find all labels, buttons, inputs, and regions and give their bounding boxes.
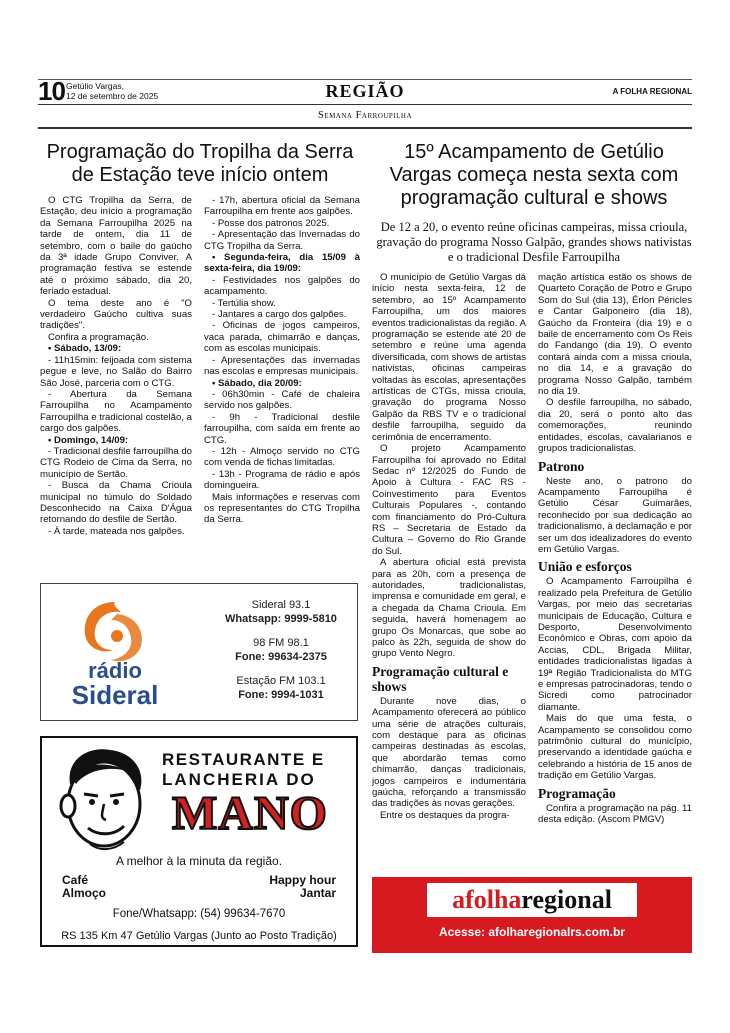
header-date: 12 de setembro de 2025 xyxy=(66,91,159,101)
restaurant-mano-ad xyxy=(40,736,358,947)
restaurant-name: MANO xyxy=(172,787,328,840)
paragraph: Neste ano, o patrono do Acampamento Farroupilha é Getúlio César Guimarães, reconhecido por sua dedicação ao tradicionalismo, à declamação e por ser um dos idealizadores do evento em Getúlio Vargas. xyxy=(538,475,692,555)
service-happy-hour: Happy hour xyxy=(269,873,336,887)
schedule-item: - Posse dos patronos 2025. xyxy=(212,217,330,229)
radio-contacts xyxy=(211,598,351,702)
paragraph: Durante nove dias, o Acampamento oferecerá ao público uma série de atrações culturais, com destaque para as oficinas campeiras destinadas às escolas, que abordarão temas como chimarrão, danças tradicionais, jogos campeiros e indumentária gaúcha, reforçando a transmissão das tradições às novas gerações. xyxy=(372,695,526,810)
restaurant-slogan: A melhor à la minuta da região. xyxy=(115,854,283,868)
left-article-headline: Programação do Tropilha da Serra de Estação teve início ontem xyxy=(46,141,354,186)
right-article-column-1 xyxy=(372,272,526,821)
right-article-headline: 15º Acampamento de Getúlio Vargas começa nesta sexta com programação cultural e shows xyxy=(389,141,679,209)
paragraph: Confira a programação na pág. 11 desta edição. (Ascom PMGV) xyxy=(538,802,692,826)
service-jantar: Jantar xyxy=(299,886,336,900)
subsection-title: Semana Farroupilha xyxy=(317,110,413,121)
paragraph: Entre os destaques da progra- xyxy=(380,809,510,821)
schedule-item: - 9h - Tradicional desfile farroupilha, com saída em frente ao CTG. xyxy=(204,411,360,446)
schedule-day-heading: • Sábado, dia 20/09: xyxy=(212,377,302,389)
page-header xyxy=(38,76,692,106)
left-article-column-1 xyxy=(40,195,192,537)
schedule-item: - 06h30min - Café de chaleira servido nos galpões. xyxy=(204,388,360,412)
schedule-item: - À tarde, mateada nos galpões. xyxy=(48,525,185,537)
page-number: 10 xyxy=(38,76,65,106)
schedule-item: - Oficinas de jogos campeiros, vaca parada, chimarrão e danças, com as escolas municipais. xyxy=(204,320,360,355)
header-bottom-rule xyxy=(38,104,692,105)
restaurant-address: RS 135 Km 47 Getúlio Vargas (Junto ao Posto Tradição) xyxy=(61,930,337,942)
subheading-programacao: Programação xyxy=(538,785,616,801)
schedule-item: - Apresentações das invernadas nas escolas e empresas municipais. xyxy=(204,354,360,378)
paragraph: O Acampamento Farroupilha é realizado pela Prefeitura de Getúlio Vargas, por meio das secretarias municipais de Educação, Cultura e Desporto, Desenvolvimento Econômico e Obras, com apoio da Accias, CDL, Brigada Militar, entidades tradicionalistas ligadas à 19ª Região Tradicionalista do MTG e empresas patrocinadoras, tendo o Sicredi como patrocinador diamante. xyxy=(538,576,692,713)
left-article-column-2 xyxy=(204,195,360,526)
radio-sideral-logo xyxy=(55,594,175,712)
schedule-item: - 12h - Almoço servido no CTG com venda de fichas limitadas. xyxy=(204,445,360,469)
service-almoco: Almoço xyxy=(62,886,107,900)
restaurant-services-left xyxy=(62,874,106,900)
paragraph: O projeto Acampamento Farroupilha foi aprovado no Edital Sedac nº 12/2025 do Fundo de Apoio à Cultura - FAC RS - Coinvestimento para Eventos Culturais Populares -, contando com financiamento do Pró-Cultura RS – Secretaria de Estado da Cultura – Governo do Rio Grande do Sul. xyxy=(372,443,526,557)
paragraph: mação artística estão os shows de Quarteto Coração de Potro e Grupo Som do Sul (dia 13), Érlon Péricles e Cantar Galponeiro (dia 18), Gaúcho da Fronteira (dia 19) e o baile de encerramento com Os Reis do Fandango (dia 19). O evento contará ainda com a missa crioula, no dia 14, e a gravação do programa Nosso Galpão, também no dia 19. xyxy=(538,272,692,398)
radio-logo-small-text: rádio xyxy=(88,658,142,683)
radio-phone-3: Fone: 9994-1031 xyxy=(238,689,324,701)
radio-station-2: 98 FM 98.1 xyxy=(253,637,309,649)
header-brand: A FOLHA REGIONAL xyxy=(612,87,692,96)
schedule-day-heading: • Segunda-feira, dia 15/09 à sexta-feira, dia 19/09: xyxy=(204,252,360,275)
schedule-day-heading: • Sábado, 13/09: xyxy=(48,343,122,355)
subsection-rule xyxy=(38,127,692,129)
schedule-day-heading: • Domingo, 14/09: xyxy=(48,434,129,446)
schedule-item: - Tradicional desfile farroupilha do CTG Rodeio de Cima da Serra, no município de Sertão. xyxy=(40,445,192,480)
radio-logo-big-text: Sideral xyxy=(71,680,159,710)
paragraph: O desfile farroupilha, no sábado, dia 20, será o ponto alto das comemorações, reunindo entidades, escolas, cavalarianos e grupos tradicionalistas. xyxy=(538,397,692,455)
service-cafe: Café xyxy=(62,873,89,887)
schedule-item: - Tertúlia show. xyxy=(212,297,276,309)
paragraph: Mais informações e reservas com os representantes do CTG Tropilha da Serra. xyxy=(204,491,360,526)
schedule-item: - 11h15min: feijoada com sistema pegue e leve, no Salão do Bairro São José, parceria com o CTG. xyxy=(40,354,192,389)
schedule-item: - Abertura da Semana Farroupilha no Acampamento Farroupilha e tradicional costelão, a cargo dos galpões. xyxy=(40,388,192,435)
paragraph: O município de Getúlio Vargas dá início nesta sexta-feira, 12 de setembro, ao 15º Acampamento Farroupilha, um dos maiores eventos tradicionalistas da região. A programação se estende até 20 de setembro e reúne uma agenda diversificada, com shows de artistas nativistas, oficinas campeiras voltadas às escolas, apresentações artísticas de CTGs, missa crioula, gravação do programa Nosso Galpão da RBS TV e o tradicional desfile farroupilha, seguido da cerimônia de encerramento. xyxy=(372,272,526,443)
subheading-programacao-cultural: Programação cultural e shows xyxy=(372,663,509,694)
schedule-item: - 17h, abertura oficial da Semana Farroupilha em frente aos galpões. xyxy=(204,195,360,218)
schedule-item: - Jantares a cargo dos galpões. xyxy=(212,309,347,321)
cartoon-face-illustration xyxy=(50,744,154,854)
schedule-item: - Festividades nos galpões do acampamento. xyxy=(204,274,360,298)
right-article-column-2 xyxy=(538,272,692,825)
folha-regional-logo xyxy=(427,883,637,917)
radio-phone-1: Whatsapp: 9999-5810 xyxy=(225,613,337,625)
paragraph: Confira a programação. xyxy=(48,331,149,343)
folha-regional-ad xyxy=(372,877,692,953)
restaurant-services-right xyxy=(269,874,336,900)
section-title: REGIÃO xyxy=(325,81,405,101)
radio-station-1: Sideral 93.1 xyxy=(251,599,311,611)
radio-sideral-ad xyxy=(40,583,358,721)
restaurant-title-line-2: LANCHERIA DO xyxy=(162,770,316,789)
restaurant-phone: Fone/Whatsapp: (54) 99634-7670 xyxy=(112,908,286,920)
radio-phone-2: Fone: 99634-2375 xyxy=(235,651,327,663)
right-article-lead: De 12 a 20, o evento reúne oficinas campeiras, missa crioula, gravação do programa Nosso Galpão, grandes shows nativistas e o tradicional Desfile Farroupilha xyxy=(376,220,692,264)
schedule-item: - Apresentação das Invernadas do CTG Tropilha da Serra. xyxy=(204,229,360,252)
paragraph: A abertura oficial está prevista para as 20h, com a presença de autoridades, tradicionalistas, imprensa e comunidade em geral, e a chegada da Chama Crioula. Em seguida, haverá homenagem ao grupo Os Monarcas, que sobe ao palco às 22h, seguida de show do grupo Vento Negro. xyxy=(372,557,526,660)
subheading-uniao-esforcos: União e esforços xyxy=(538,559,632,575)
paragraph: O tema deste ano é "O verdadeiro Gaúcho cultiva suas tradições". xyxy=(40,297,192,332)
folha-website-link[interactable]: Acesse: afolharegionalrs.com.br xyxy=(438,925,626,939)
schedule-item: - 13h - Programa de rádio e após domingueira. xyxy=(204,468,360,492)
header-city: Getúlio Vargas, xyxy=(66,81,124,91)
paragraph: O CTG Tropilha da Serra, de Estação, deu início a programação da Semana Farroupilha 2025 na tarde de ontem, dia 11 de setembro, com o baile do gaúcho da 3ª idade Grupo Conviver. A programação festiva se estende até o próximo sábado, dia 20, feriado estadual. xyxy=(40,195,192,298)
schedule-item: - Busca da Chama Crioula municipal no túmulo do Soldado Desconhecido na Caixa D'Água retornando do desfile de Sertão. xyxy=(40,480,192,526)
radio-station-3: Estação FM 103.1 xyxy=(236,675,326,687)
restaurant-title-line-1: RESTAURANTE E xyxy=(162,750,325,769)
logo-part-regional: regional xyxy=(521,885,612,914)
subheading-patrono: Patrono xyxy=(538,458,585,474)
logo-part-afolha: afolha xyxy=(452,885,522,914)
paragraph: Mais do que uma festa, o Acampamento se consolidou como patrimônio cultural do município, preservando a identidade gaúcha e celebrando a história de 15 anos de tradição em Getúlio Vargas. xyxy=(538,713,692,782)
